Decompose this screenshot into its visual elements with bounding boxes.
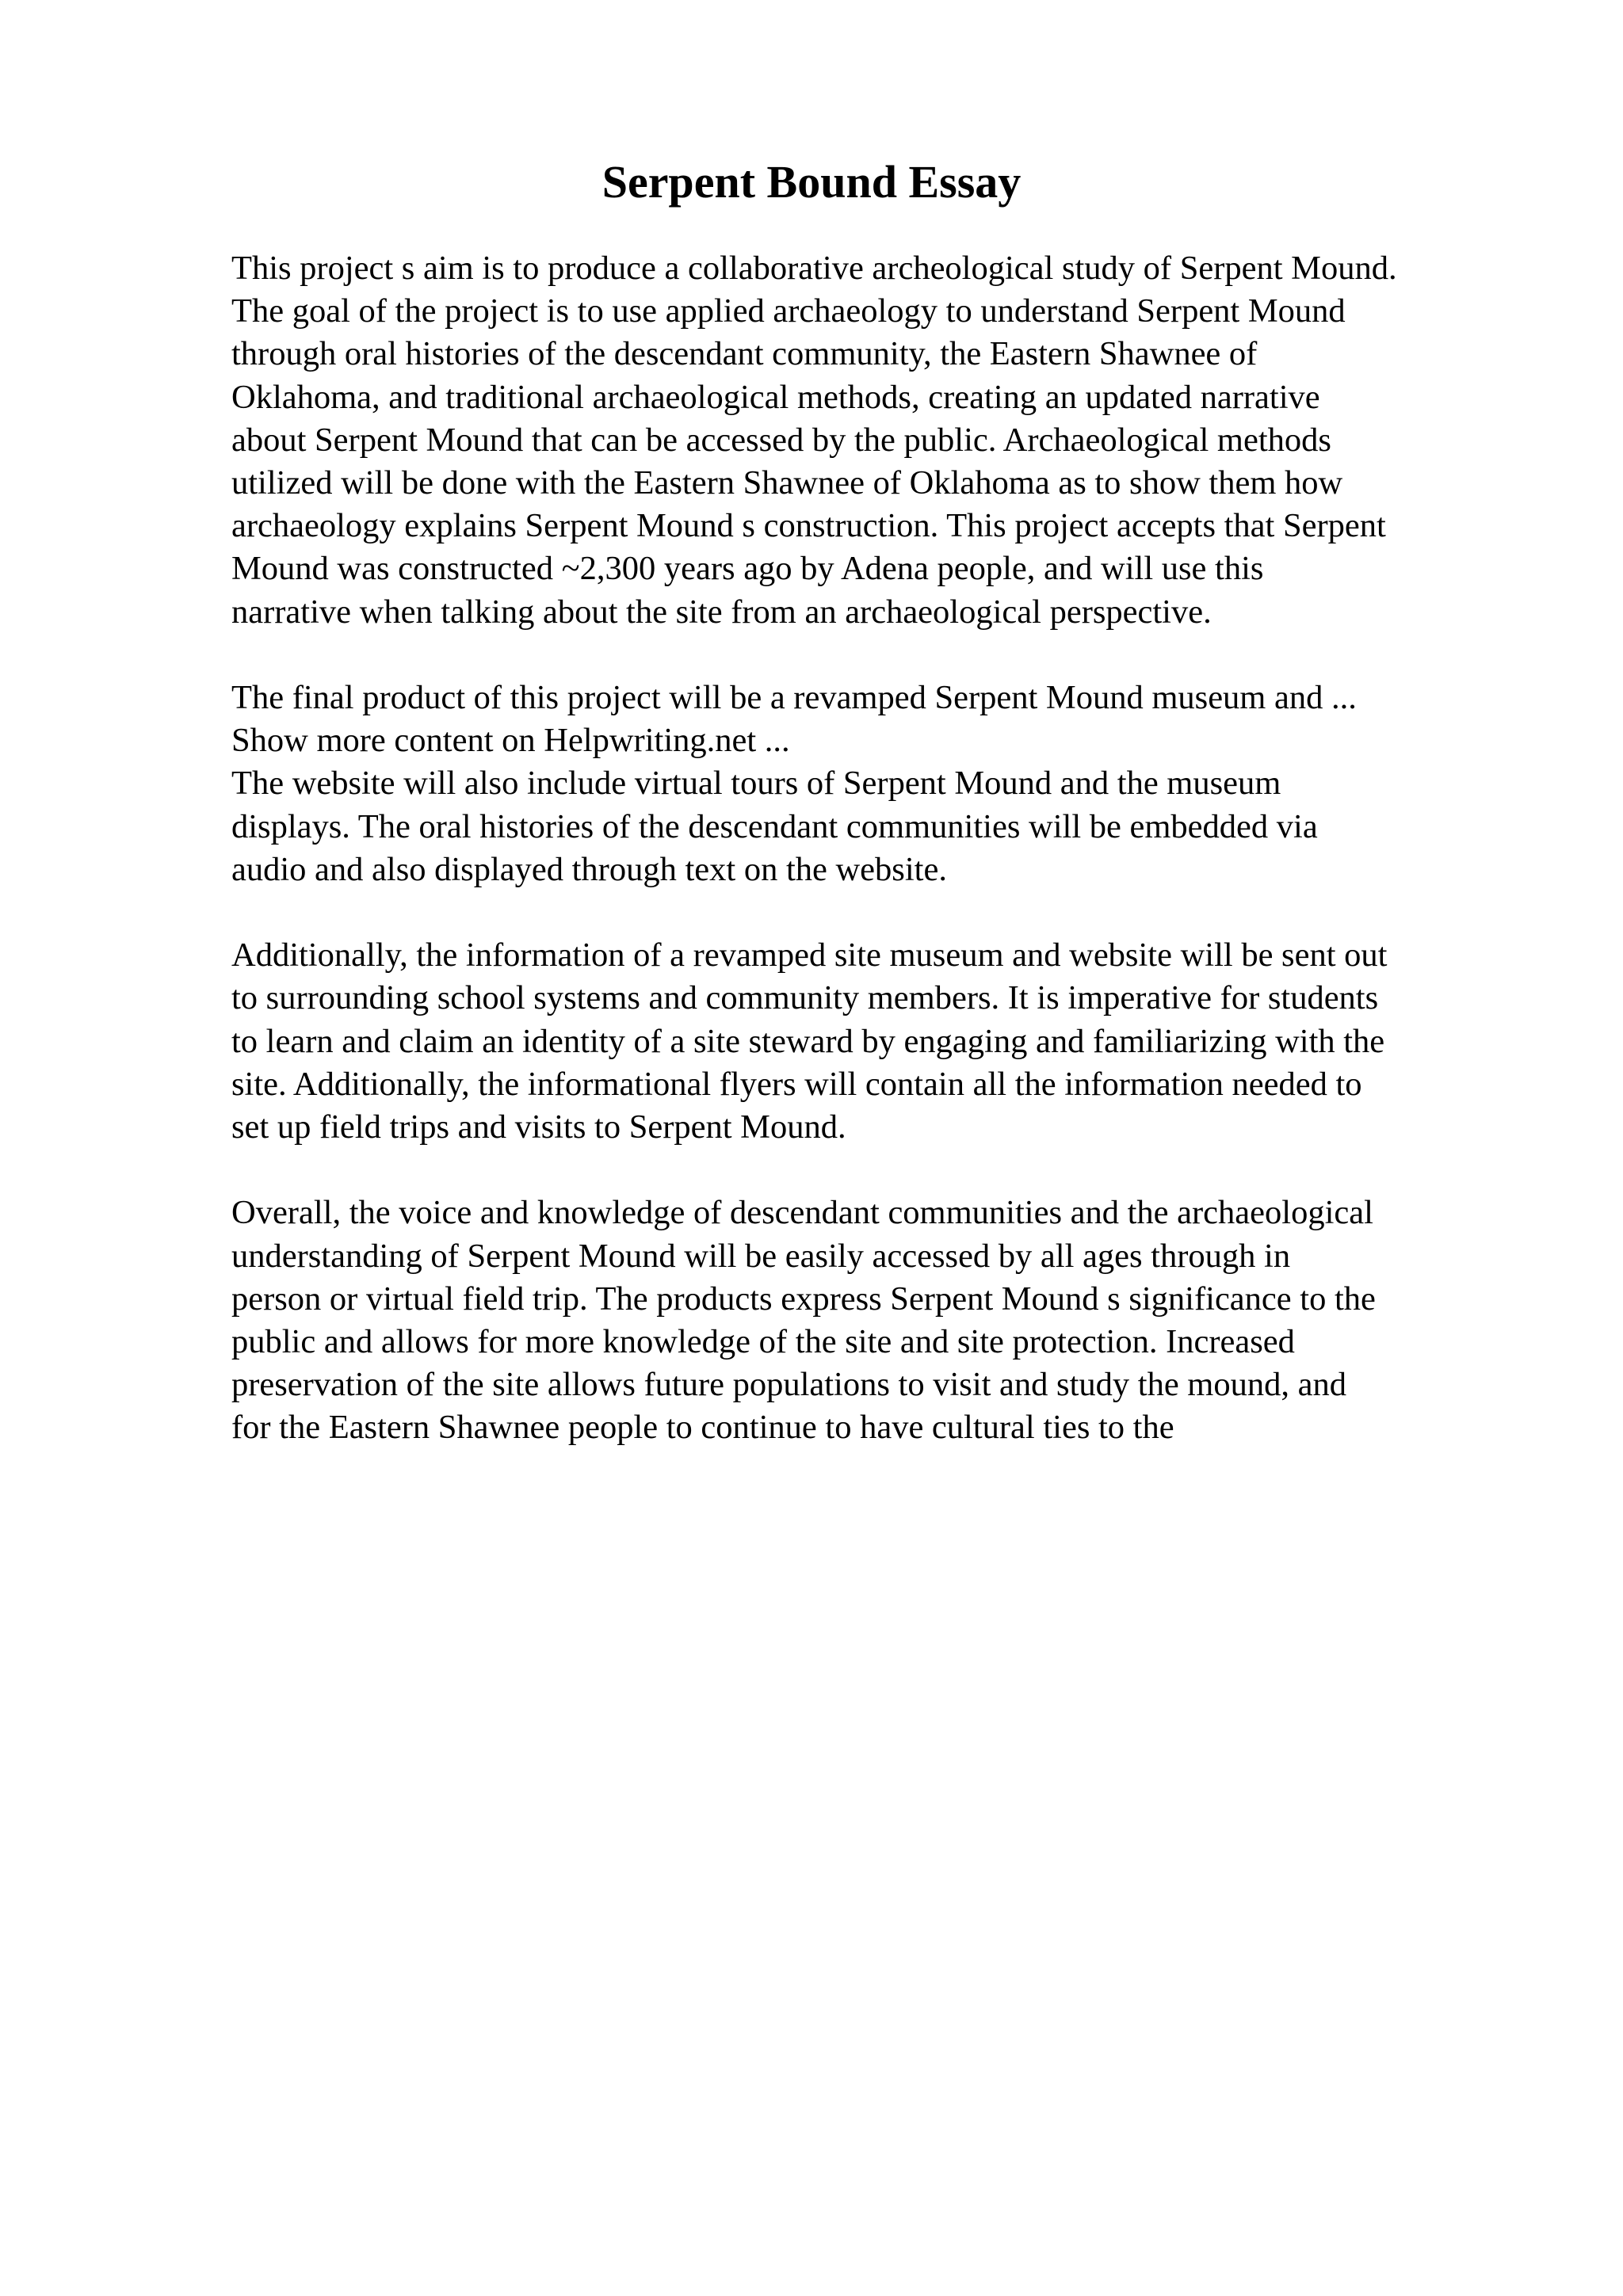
paragraph-4 xyxy=(231,934,1579,1149)
paragraph-3 xyxy=(231,762,1579,891)
text-line: This project s aim is to produce a collaborative archeological study of Serpent Mound. xyxy=(231,250,1397,287)
paragraph-5 xyxy=(231,1192,1579,1449)
text-line: site. Additionally, the informational flyers will contain all the information needed to xyxy=(231,1065,1362,1103)
text-line: The website will also include virtual tours of Serpent Mound and the museum xyxy=(231,765,1281,803)
text-line: for the Eastern Shawnee people to continue to have cultural ties to the xyxy=(231,1409,1174,1447)
text-line: The goal of the project is to use applied archaeology to understand Serpent Mound xyxy=(231,292,1346,330)
show-more-link: Show more content on Helpwriting.net ... xyxy=(231,722,790,760)
text-line: The final product of this project will be a revamped Serpent Mound museum and ... xyxy=(231,679,1357,717)
text-line: audio and also displayed through text on the website. xyxy=(231,850,947,888)
text-line: understanding of Serpent Mound will be easily accessed by all ages through in xyxy=(231,1237,1291,1275)
text-line: displays. The oral histories of the descendant communities will be embedded via xyxy=(231,807,1318,845)
document-body xyxy=(231,247,1579,1493)
text-line: person or virtual field trip. The products express Serpent Mound s significance to the xyxy=(231,1280,1376,1318)
text-line: Overall, the voice and knowledge of descendant communities and the archaeological xyxy=(231,1194,1373,1232)
text-line: narrative when talking about the site from an archaeological perspective. xyxy=(231,593,1212,631)
document-title: Serpent Bound Essay xyxy=(601,156,1022,208)
text-line: about Serpent Mound that can be accessed by the public. Archaeological methods xyxy=(231,421,1331,459)
text-line: Mound was constructed ~2,300 years ago by Adena people, and will use this xyxy=(231,550,1264,588)
text-line: through oral histories of the descendant community, the Eastern Shawnee of xyxy=(231,335,1258,373)
text-line: public and allows for more knowledge of the site and site protection. Increased xyxy=(231,1323,1295,1361)
text-line: set up field trips and visits to Serpent Mound. xyxy=(231,1108,846,1146)
text-line: to learn and claim an identity of a site steward by engaging and familiarizing with the xyxy=(231,1022,1385,1060)
paragraph-2 xyxy=(231,677,1579,762)
paragraph-1 xyxy=(231,247,1579,634)
text-line: Oklahoma, and traditional archaeological methods, creating an updated narrative xyxy=(231,378,1320,416)
text-line: Additionally, the information of a revamped site museum and website will be sent out xyxy=(231,936,1388,974)
text-line: preservation of the site allows future populations to visit and study the mound, and xyxy=(231,1366,1346,1404)
text-line: utilized will be done with the Eastern Shawnee of Oklahoma as to show them how xyxy=(231,464,1343,502)
text-line: archaeology explains Serpent Mound s construction. This project accepts that Serpent xyxy=(231,507,1386,545)
text-line: to surrounding school systems and community members. It is imperative for students xyxy=(231,979,1379,1017)
